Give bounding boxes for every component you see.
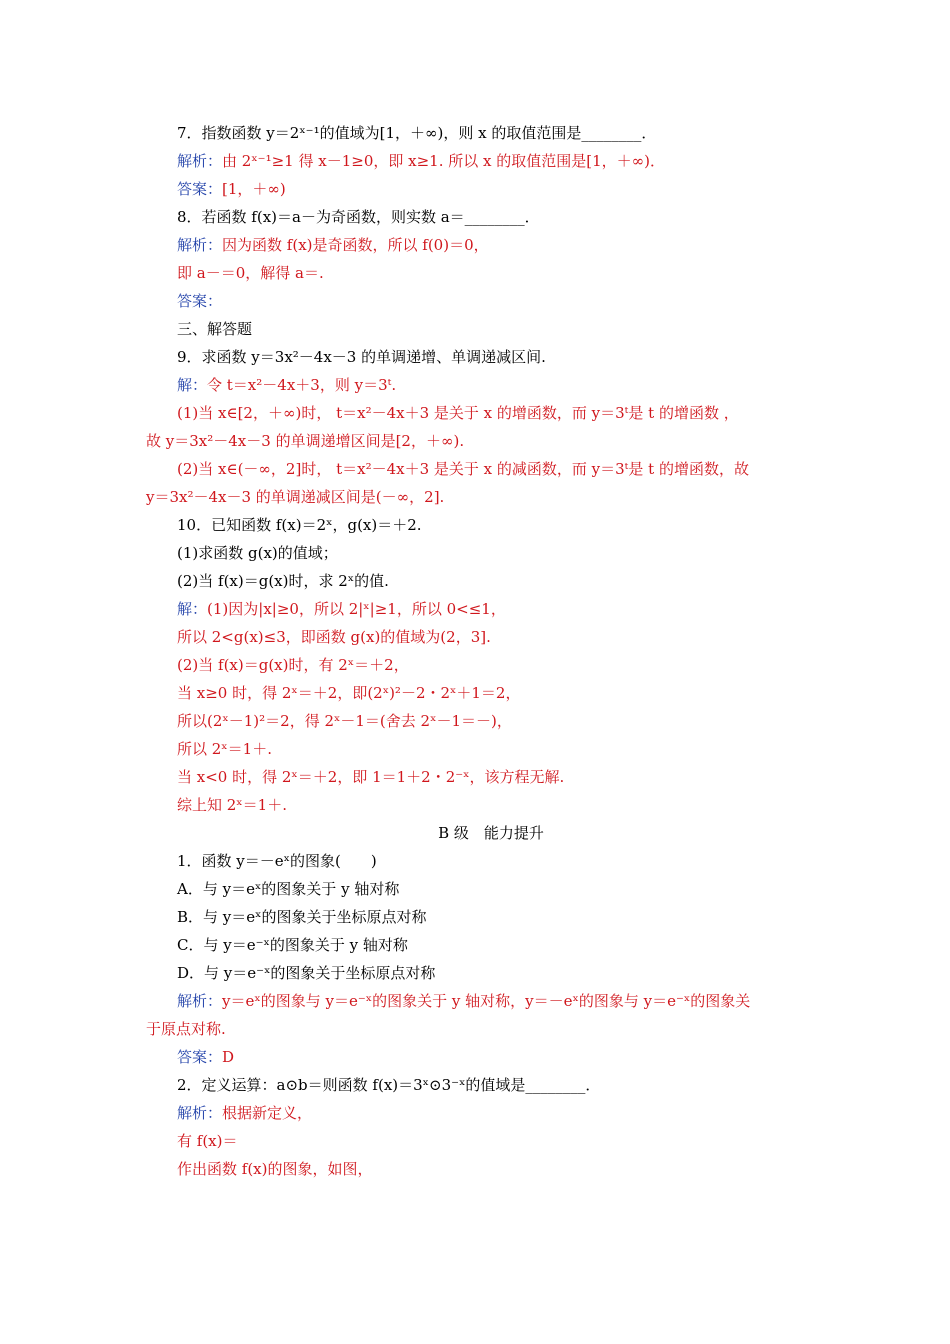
question-8: 8．若函数 f(x)＝a－为奇函数，则实数 a＝________． bbox=[177, 208, 540, 226]
answer-label: 答案： bbox=[177, 292, 223, 310]
section-heading-level-b: B 级 能力提升 bbox=[438, 824, 544, 842]
option-c: C．与 y＝e⁻ˣ的图象关于 y 轴对称 bbox=[177, 936, 408, 954]
solution-10-line4: 当 x≥0 时，得 2ˣ＝＋2，即(2ˣ)²－2・2ˣ＋1＝2， bbox=[177, 684, 521, 702]
solution-label: 解： bbox=[177, 376, 208, 394]
analysis-label: 解析： bbox=[177, 152, 223, 170]
analysis-8-cont: 即 a－＝0，解得 a＝. bbox=[177, 264, 324, 282]
solution-10-line2: 所以 2<g(x)≤3，即函数 g(x)的值域为(2，3]. bbox=[177, 628, 491, 646]
solution-9-part2: (2)当 x∈(－∞，2]时， t＝x²－4x＋3 是关于 x 的减函数，而 y＝3ᵗ是 t 的增函数，故 bbox=[177, 460, 749, 478]
question-b2: 2．定义运算：a⊙b＝则函数 f(x)＝3ˣ⊙3⁻ˣ的值域是________． bbox=[177, 1076, 601, 1094]
question-10: 10．已知函数 f(x)＝2ˣ，g(x)＝＋2. bbox=[177, 516, 422, 534]
answer-7: 答案：[1，＋∞) bbox=[177, 180, 286, 198]
answer-label: 答案： bbox=[177, 180, 223, 198]
question-b1: 1．函数 y＝－eˣ的图象( ) bbox=[177, 852, 377, 870]
analysis-label: 解析： bbox=[177, 992, 223, 1010]
answer-label: 答案： bbox=[177, 1048, 223, 1066]
solution-9-part1: (1)当 x∈[2，＋∞)时， t＝x²－4x＋3 是关于 x 的增函数，而 y＝3ᵗ是 t 的增函数 ， bbox=[177, 404, 739, 422]
answer-8 bbox=[177, 291, 222, 311]
analysis-8: 解析：因为函数 f(x)是奇函数，所以 f(0)＝0， bbox=[177, 236, 489, 254]
analysis-b2: 解析：根据新定义， bbox=[177, 1104, 313, 1122]
solution-10-line7: 当 x<0 时，得 2ˣ＝＋2，即 1＝1＋2・2⁻ˣ，该方程无解. bbox=[177, 768, 565, 786]
solution-9: 解：令 t＝x²－4x＋3，则 y＝3ᵗ. bbox=[177, 376, 397, 394]
analysis-b1-cont: 于原点对称. bbox=[146, 1020, 226, 1038]
question-10-part1: (1)求函数 g(x)的值域； bbox=[177, 544, 338, 562]
analysis-b1: 解析：y＝eˣ的图象与 y＝e⁻ˣ的图象关于 y 轴对称，y＝－eˣ的图象与 y＝e⁻ˣ的图象关 bbox=[177, 992, 751, 1010]
solution-10-line5: 所以(2ˣ－1)²＝2，得 2ˣ－1＝(舍去 2ˣ－1＝－)， bbox=[177, 712, 512, 730]
solution-10: 解：(1)因为|x|≥0，所以 2|ˣ|≥1，所以 0<≤1， bbox=[177, 600, 506, 618]
solution-10-line6: 所以 2ˣ＝1＋. bbox=[177, 740, 272, 758]
analysis-7: 解析：由 2ˣ⁻¹≥1 得 x－1≥0，即 x≥1. 所以 x 的取值范围是[1，＋∞)． bbox=[177, 152, 665, 170]
section-heading-solve: 三、解答题 bbox=[177, 320, 253, 338]
question-10-part2: (2)当 f(x)＝g(x)时，求 2ˣ的值. bbox=[177, 572, 389, 590]
option-d: D．与 y＝e⁻ˣ的图象关于坐标原点对称 bbox=[177, 964, 436, 982]
option-b: B．与 y＝eˣ的图象关于坐标原点对称 bbox=[177, 908, 427, 926]
option-a: A．与 y＝eˣ的图象关于 y 轴对称 bbox=[177, 880, 400, 898]
solution-9-part2-cont: y＝3x²－4x－3 的单调递减区间是(－∞，2]. bbox=[146, 488, 445, 506]
question-9: 9．求函数 y＝3x²－4x－3 的单调递增、单调递减区间. bbox=[177, 348, 546, 366]
solution-10-line8: 综上知 2ˣ＝1＋. bbox=[177, 796, 287, 814]
solution-9-part1-cont: 故 y＝3x²－4x－3 的单调递增区间是[2，＋∞). bbox=[146, 432, 465, 450]
analysis-b2-line2: 有 f(x)＝ bbox=[177, 1132, 238, 1150]
solution-label: 解： bbox=[177, 600, 208, 618]
analysis-label: 解析： bbox=[177, 236, 223, 254]
analysis-b2-line3: 作出函数 f(x)的图象，如图， bbox=[177, 1160, 373, 1178]
analysis-label: 解析： bbox=[177, 1104, 223, 1122]
question-7: 7．指数函数 y＝2ˣ⁻¹的值域为[1，＋∞)，则 x 的取值范围是________． bbox=[177, 124, 657, 142]
solution-10-line3: (2)当 f(x)＝g(x)时，有 2ˣ＝＋2， bbox=[177, 656, 409, 674]
answer-b1: 答案：D bbox=[177, 1048, 235, 1066]
